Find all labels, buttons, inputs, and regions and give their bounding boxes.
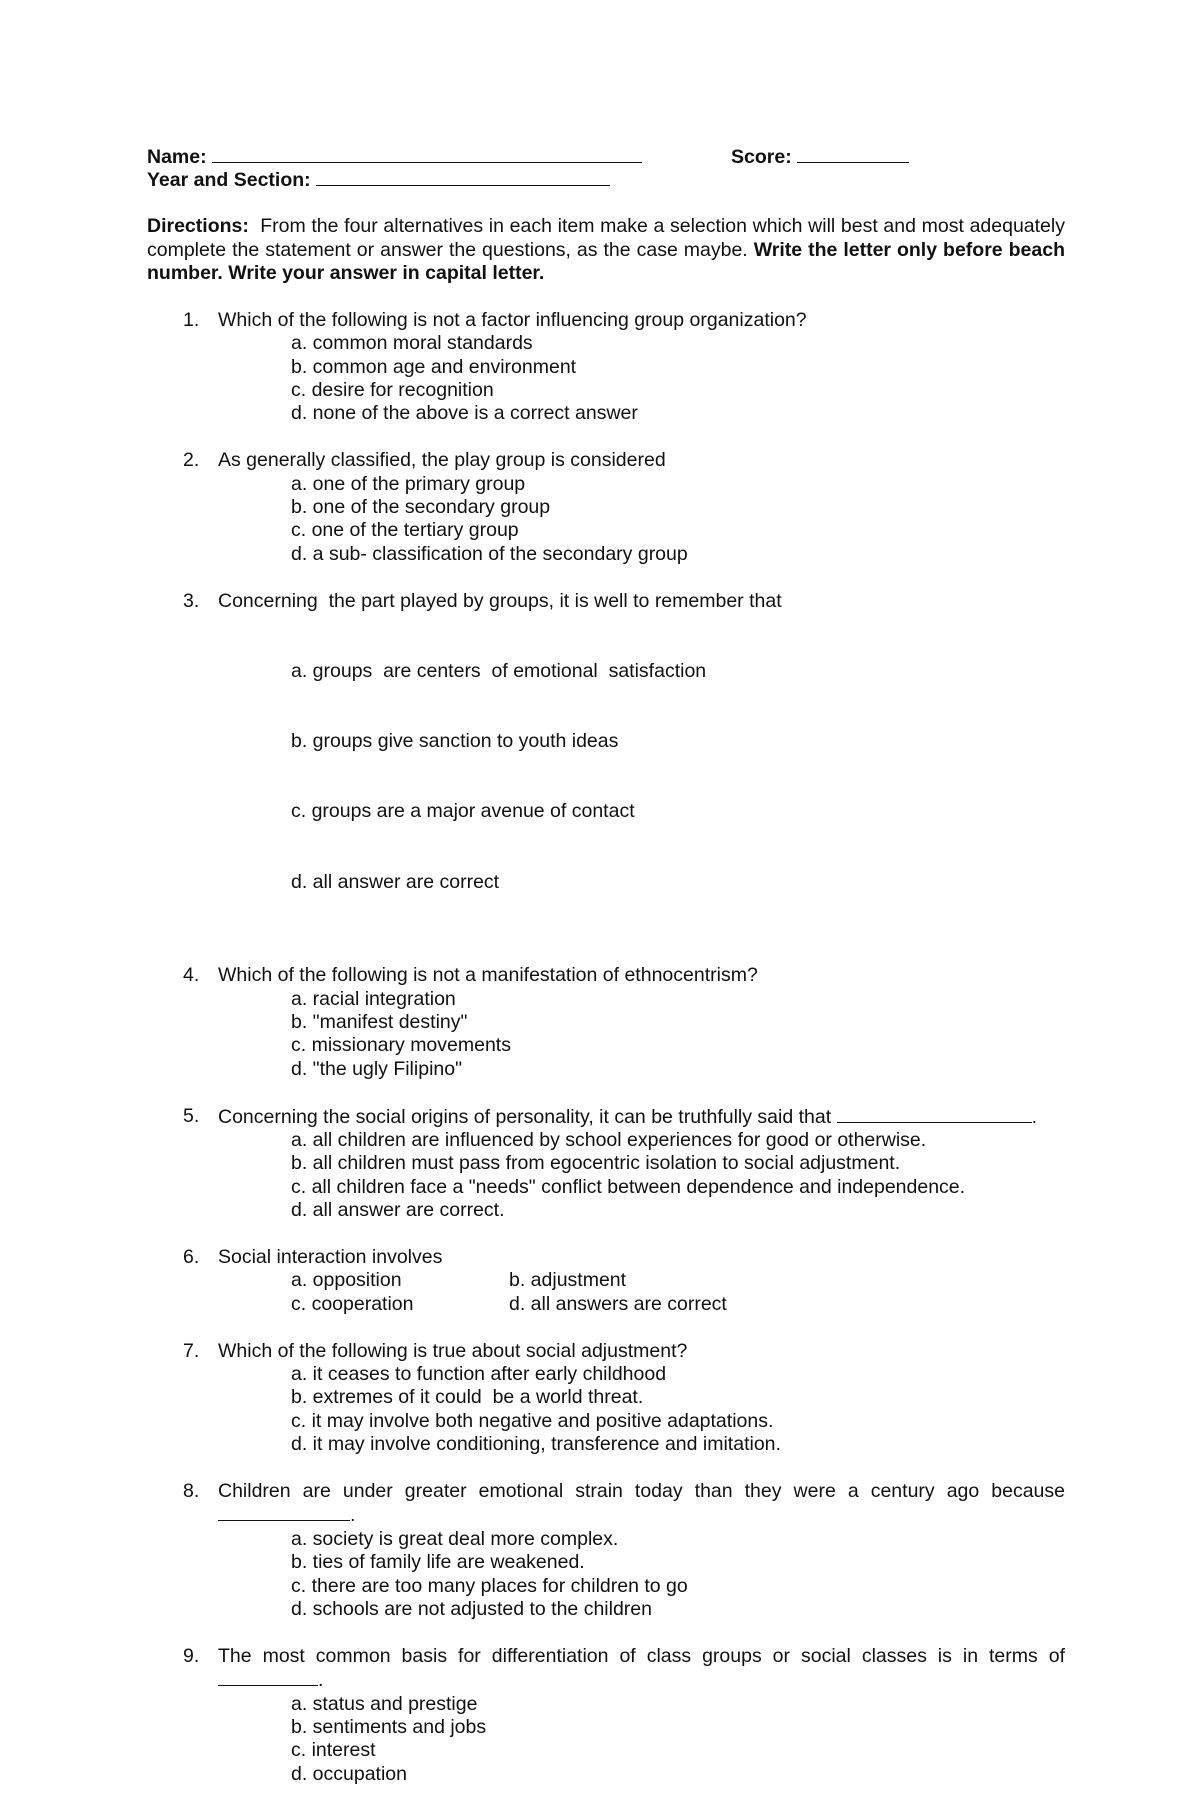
answer-blank[interactable] <box>837 1105 1032 1123</box>
choice-c: c. one of the tertiary group <box>291 519 519 542</box>
choice-list <box>218 1363 1065 1457</box>
question-number: 7. <box>183 1339 200 1362</box>
question-9 <box>147 1645 1065 1786</box>
choice-c: c. cooperation <box>291 1292 414 1315</box>
choice-d: d. "the ugly Filipino" <box>291 1057 463 1080</box>
choice-d: d. schools are not adjusted to the children <box>291 1598 652 1621</box>
choice-c: c. it may involve both negative and positive adaptations. <box>291 1409 774 1432</box>
choice-b: b. sentiments and jobs <box>291 1716 487 1739</box>
choice-b: b. one of the secondary group <box>291 496 551 519</box>
question-1 <box>147 309 1065 426</box>
name-blank[interactable] <box>212 145 642 163</box>
choice-a: a. all children are influenced by school experiences for good or otherwise. <box>291 1128 927 1151</box>
question-text-line: Concerning the social origins of personality, it can be truthfully said that . <box>218 1105 1037 1128</box>
question-number: 9. <box>183 1644 200 1667</box>
choice-a: a. opposition <box>291 1269 402 1292</box>
choice-b: b. adjustment <box>509 1269 627 1292</box>
choice-c: c. groups are a major avenue of contact <box>291 800 635 823</box>
question-text: Social interaction involves <box>218 1245 443 1268</box>
choice-b: b. ties of family life are weakened. <box>291 1551 585 1574</box>
choice-d: d. all answer are correct. <box>291 1199 505 1222</box>
choice-list <box>218 1693 1065 1787</box>
choice-a: a. society is great deal more complex. <box>291 1527 619 1550</box>
question-text-line: Children are under greater emotional strain today than they were a century ago because. <box>218 1479 1065 1527</box>
question-3 <box>147 590 1065 941</box>
choice-d: d. it may involve conditioning, transference and imitation. <box>291 1433 781 1456</box>
choice-a: a. racial integration <box>291 987 456 1010</box>
question-number: 2. <box>183 449 200 472</box>
question-number: 6. <box>183 1245 200 1268</box>
question-number: 1. <box>183 308 200 331</box>
question-number: 4. <box>183 964 200 987</box>
year-section-label: Year and Section: <box>147 169 311 192</box>
score-blank[interactable] <box>797 145 909 163</box>
question-2 <box>147 449 1065 566</box>
question-text-line: The most common basis for differentiation of class groups or social classes is in terms of. <box>218 1644 1065 1692</box>
choice-d: d. all answers are correct <box>509 1292 727 1315</box>
choice-b: b. "manifest destiny" <box>291 1010 468 1033</box>
choice-a: a. common moral standards <box>291 332 533 355</box>
choice-c: c. desire for recognition <box>291 379 494 401</box>
choice-b: b. common age and environment <box>291 355 577 378</box>
choice-list <box>218 613 1065 941</box>
choice-c: c. missionary movements <box>291 1034 511 1057</box>
choice-a: a. it ceases to function after early childhood <box>291 1362 667 1385</box>
choice-b: b. groups give sanction to youth ideas <box>291 730 619 753</box>
question-text: As generally classified, the play group is considered <box>218 449 666 472</box>
name-label: Name: <box>147 146 207 168</box>
question-number: 8. <box>183 1479 200 1502</box>
year-section-blank[interactable] <box>316 168 610 186</box>
choice-d: d. none of the above is a correct answer <box>291 402 638 425</box>
directions-label: Directions: <box>147 215 249 238</box>
header-row-year-section <box>147 168 1065 191</box>
choice-b: b. all children must pass from egocentric isolation to social adjustment. <box>291 1152 901 1175</box>
answer-blank[interactable] <box>218 1668 318 1686</box>
choice-list <box>218 473 1065 567</box>
choice-c: c. interest <box>291 1739 376 1762</box>
question-4 <box>147 964 1065 1081</box>
choice-c: c. all children face a "needs" conflict between dependence and independence. <box>291 1175 966 1198</box>
question-text: Which of the following is not a factor influencing group organization? <box>218 308 807 331</box>
question-8 <box>147 1480 1065 1621</box>
answer-blank[interactable] <box>218 1503 350 1521</box>
question-7 <box>147 1340 1065 1457</box>
choice-list <box>218 332 1065 426</box>
choice-a: a. one of the primary group <box>291 472 526 495</box>
score-label: Score: <box>731 146 792 168</box>
choice-a: a. groups are centers of emotional satisfaction <box>291 659 707 682</box>
question-text: Concerning the social origins of personality, it can be truthfully said that <box>218 1105 832 1128</box>
choice-c: c. there are too many places for children to go <box>291 1574 688 1597</box>
question-text: The most common basis for differentiation of class groups or social classes is in terms of <box>218 1644 1065 1667</box>
question-5 <box>147 1105 1065 1223</box>
question-text: Concerning the part played by groups, it is well to remember that <box>218 589 782 612</box>
question-text: Which of the following is true about social adjustment? <box>218 1339 688 1362</box>
question-6 <box>147 1246 1065 1316</box>
worksheet-page <box>147 145 1065 1810</box>
question-list <box>147 309 1065 1786</box>
choice-list <box>218 1528 1065 1622</box>
header-row-name-score <box>147 145 1065 168</box>
question-text: Children are under greater emotional strain today than they were a century ago because <box>218 1479 1065 1502</box>
choice-list <box>218 988 1065 1082</box>
choice-d: d. a sub- classification of the secondary group <box>291 542 688 565</box>
choice-a: a. status and prestige <box>291 1692 478 1715</box>
choice-d: d. all answer are correct <box>291 870 500 893</box>
directions-bold-text: Write the letter only before beach number. Write your answer in capital letter. <box>147 238 1065 284</box>
choice-grid <box>218 1269 1065 1316</box>
choice-b: b. extremes of it could be a world threat. <box>291 1386 644 1409</box>
directions-text: From the four alternatives in each item make a selection which will best and most adequately complete the statement or answer the questions, as the case maybe. <box>147 215 1065 261</box>
score-field <box>731 145 909 169</box>
directions <box>147 215 1065 285</box>
choice-list <box>218 1129 1065 1223</box>
question-number: 3. <box>183 589 200 612</box>
question-text: Which of the following is not a manifestation of ethnocentrism? <box>218 964 758 987</box>
question-number: 5. <box>183 1104 200 1127</box>
choice-d: d. occupation <box>291 1762 408 1785</box>
